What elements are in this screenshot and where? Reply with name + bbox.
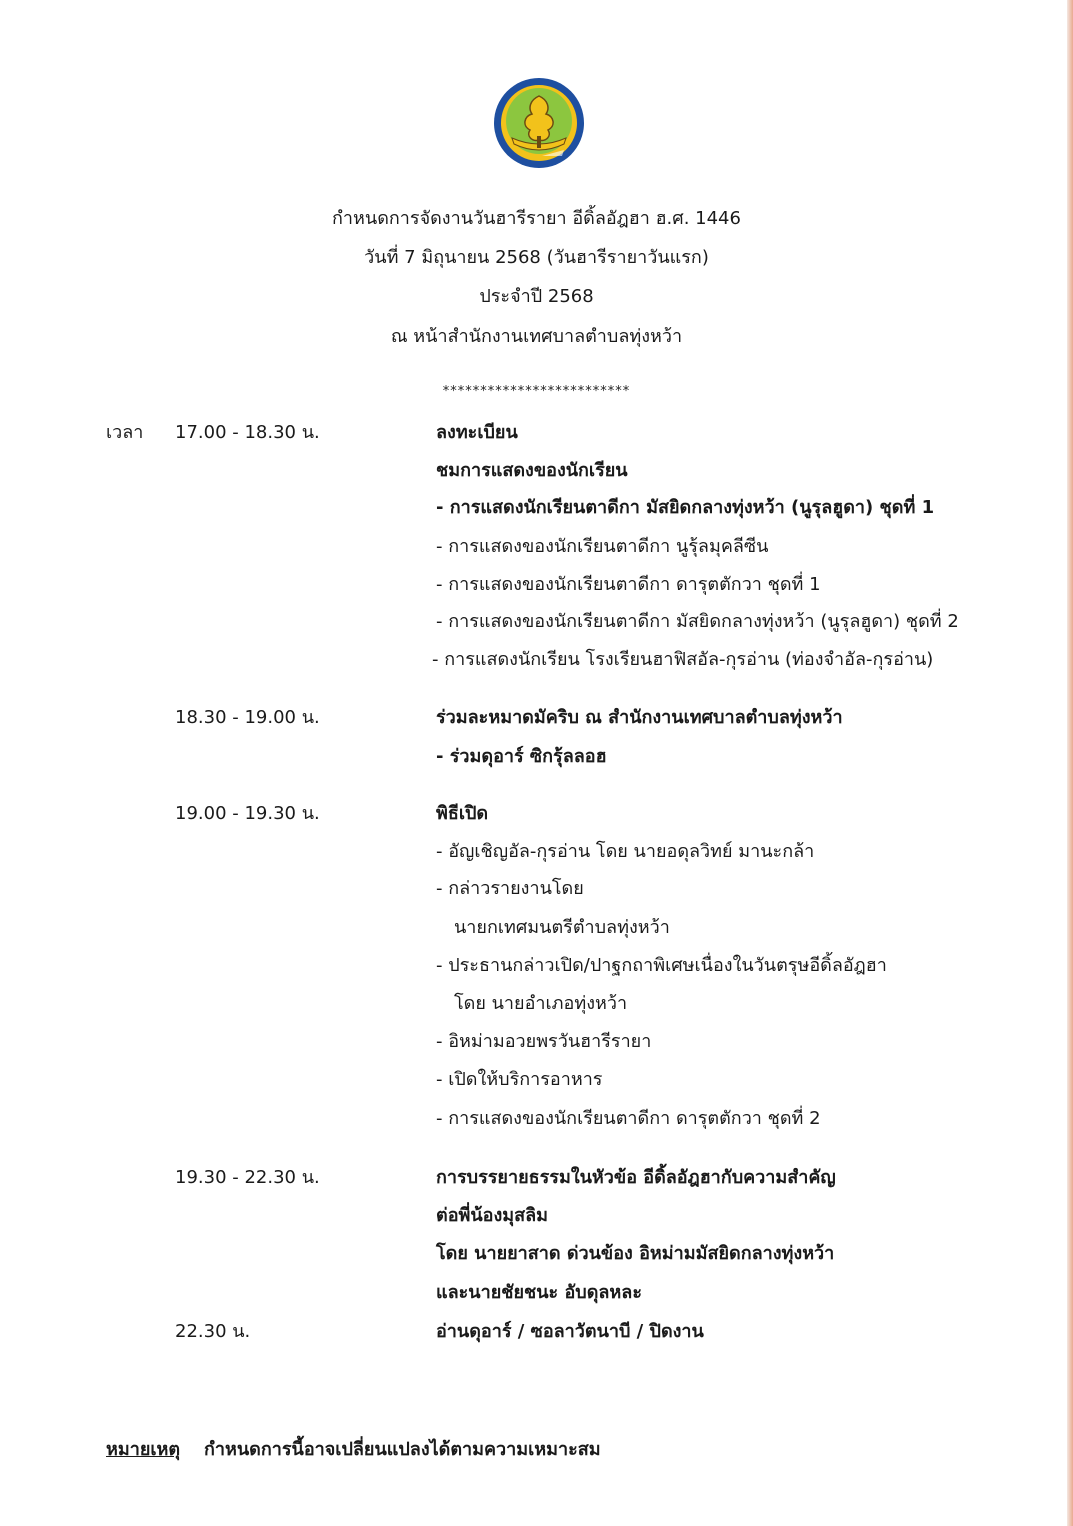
title-line-4: ณ หน้าสำนักงานเทศบาลตำบลทุ่งหว้า — [390, 326, 683, 347]
schedule-line: - เปิดให้บริการอาหาร — [436, 1069, 603, 1090]
schedule-line: - การแสดงนักเรียนตาดีกา มัสยิดกลางทุ่งหว้า (นูรุลฮูดา) ชุดที่ 1 — [436, 497, 935, 518]
time-label: เวลา — [106, 422, 144, 443]
schedule-line: การบรรยายธรรมในหัวข้อ อีดิ้ลอัฎฮากับความสำคัญ — [436, 1167, 836, 1188]
schedule-line: - การแสดงนักเรียน โรงเรียนฮาฟิสอัล-กุรอ่าน (ท่องจำอัล-กุรอ่าน) — [432, 649, 934, 670]
schedule-line: - กล่าวรายงานโดย — [436, 878, 584, 899]
title-line-3: ประจำปี 2568 — [479, 286, 594, 307]
note-text: กำหนดการนี้อาจเปลี่ยนแปลงได้ตามความเหมาะสม — [204, 1439, 601, 1460]
schedule-line: อ่านดุอาร์ / ซอลาวัตนาบี / ปิดงาน — [436, 1321, 704, 1342]
schedule-line: - อัญเชิญอัล-กุรอ่าน โดย นายอดุลวิทย์ มานะกล้า — [436, 841, 815, 862]
schedule-line: - อิหม่ามอวยพรวันฮารีรายา — [436, 1031, 652, 1052]
title-line-1: กำหนดการจัดงานวันฮารีรายา อีดิ้ลอัฎฮา ฮ.ศ. 1446 — [332, 208, 741, 229]
schedule-line: และนายชัยชนะ อับดุลหละ — [436, 1282, 642, 1303]
schedule-line: พิธีเปิด — [436, 803, 489, 824]
schedule-line: - ร่วมดุอาร์ ซิกรุ้ลลอฮ — [436, 746, 607, 767]
schedule-time: 17.00 - 18.30 น. — [175, 422, 320, 443]
schedule-line: โดย นายอำเภอทุ่งหว้า — [454, 993, 628, 1014]
schedule-time: 22.30 น. — [175, 1321, 251, 1342]
schedule-time: 18.30 - 19.00 น. — [175, 707, 320, 728]
municipality-seal-icon — [492, 76, 586, 170]
title-line-2: วันที่ 7 มิถุนายน 2568 (วันฮารีรายาวันแรก) — [364, 247, 709, 268]
schedule-time: 19.30 - 22.30 น. — [175, 1167, 320, 1188]
separator: ************************* — [442, 384, 631, 399]
schedule-line: - การแสดงของนักเรียนตาดีกา ดารุตตักวา ชุดที่ 1 — [436, 574, 821, 595]
schedule-line: ร่วมละหมาดมัคริบ ณ สำนักงานเทศบาลตำบลทุ่งหว้า — [436, 707, 843, 728]
schedule-line: - การแสดงของนักเรียนตาดีกา มัสยิดกลางทุ่งหว้า (นูรุลฮูดา) ชุดที่ 2 — [436, 611, 959, 632]
note-label: หมายเหตุ — [106, 1439, 181, 1460]
schedule-line: - การแสดงของนักเรียนตาดีกา ดารุตตักวา ชุดที่ 2 — [436, 1108, 821, 1129]
schedule-line: ต่อพี่น้องมุสลิม — [436, 1205, 549, 1226]
schedule-time: 19.00 - 19.30 น. — [175, 803, 320, 824]
schedule-line: นายกเทศมนตรีตำบลทุ่งหว้า — [454, 917, 670, 938]
schedule-line: ลงทะเบียน — [436, 422, 518, 443]
schedule-line: โดย นายยาสาด ด่วนข้อง อิหม่ามมัสยิดกลางทุ่งหว้า — [436, 1243, 835, 1264]
schedule-line: - ประธานกล่าวเปิด/ปาฐกถาพิเศษเนื่องในวันตรุษอีดิ้ลอัฎฮา — [436, 955, 887, 976]
schedule-line: ชมการแสดงของนักเรียน — [436, 460, 628, 481]
schedule-line: - การแสดงของนักเรียนตาดีกา นูรุ้ลมุคลีซีน — [436, 536, 769, 557]
